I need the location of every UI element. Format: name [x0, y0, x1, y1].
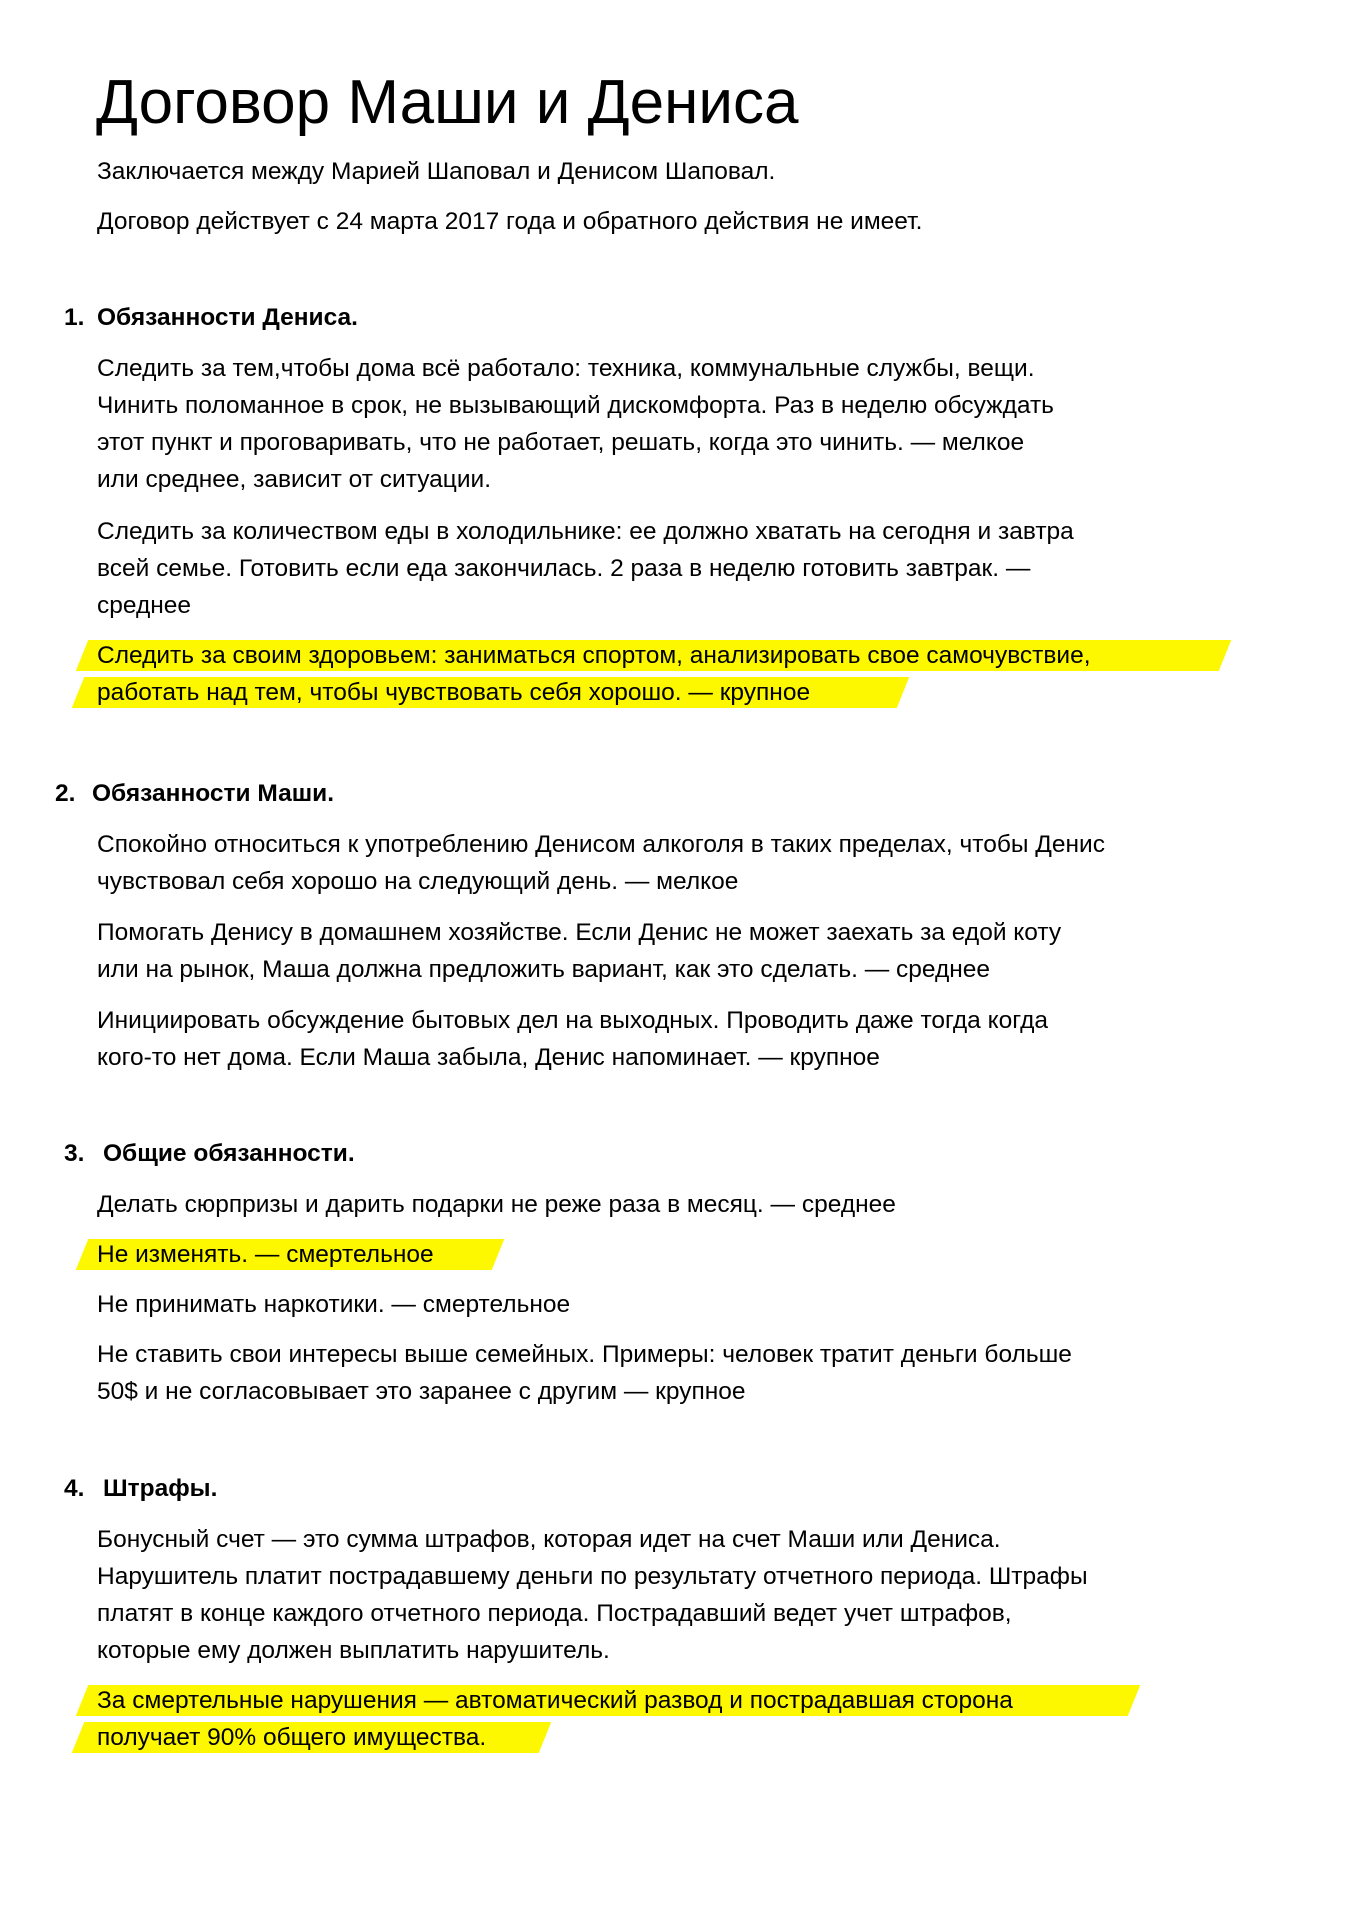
intro-parties: Заключается между Марией Шаповал и Денисом Шаповал.	[97, 158, 776, 185]
section-2-paragraph-3-line: Инициировать обсуждение бытовых дел на выходных. Проводить даже тогда когда	[97, 1007, 1048, 1034]
section-4-number: 4.	[64, 1475, 85, 1502]
section-4-heading: Штрафы.	[103, 1475, 218, 1502]
document-title: Договор Маши и Дениса	[96, 68, 799, 137]
section-4-paragraph-2-line: получает 90% общего имущества.	[97, 1724, 487, 1751]
section-2-paragraph-2-line: Помогать Денису в домашнем хозяйстве. Если Денис не может заехать за едой коту	[97, 919, 1062, 946]
section-1-paragraph-1-line: или среднее, зависит от ситуации.	[97, 466, 492, 493]
section-1-paragraph-3-line: работать над тем, чтобы чувствовать себя хорошо. — крупное	[97, 679, 811, 706]
section-3-paragraph-4-line: 50$ и не согласовывает это заранее с другим — крупное	[97, 1378, 746, 1405]
section-3-paragraph-3-line: Не принимать наркотики. — смертельное	[97, 1291, 571, 1318]
section-4-paragraph-1-line: Бонусный счет — это сумма штрафов, которая идет на счет Маши или Дениса.	[97, 1526, 1001, 1553]
section-1-paragraph-3-line: Следить за своим здоровьем: заниматься спортом, анализировать свое самочувствие,	[97, 642, 1091, 669]
section-1-paragraph-2-line: Следить за количеством еды в холодильнике: ее должно хватать на сегодня и завтра	[97, 518, 1074, 545]
section-1-paragraph-1-line: этот пункт и проговаривать, что не работает, решать, когда это чинить. — мелкое	[97, 429, 1025, 456]
section-4-paragraph-1-line: платят в конце каждого отчетного периода. Пострадавший ведет учет штрафов,	[97, 1600, 1012, 1627]
section-1-paragraph-1-line: Чинить поломанное в срок, не вызывающий дискомфорта. Раз в неделю обсуждать	[97, 392, 1054, 419]
section-4-paragraph-2-line: За смертельные нарушения — автоматический развод и пострадавшая сторона	[97, 1687, 1013, 1714]
section-3-paragraph-4-line: Не ставить свои интересы выше семейных. Примеры: человек тратит деньги больше	[97, 1341, 1072, 1368]
section-1-paragraph-1-line: Следить за тем,чтобы дома всё работало: техника, коммунальные службы, вещи.	[97, 355, 1035, 382]
section-2-heading: Обязанности Маши.	[92, 780, 334, 807]
intro-effective-date: Договор действует с 24 марта 2017 года и обратного действия не имеет.	[97, 208, 923, 235]
section-2-paragraph-1-line: Спокойно относиться к употреблению Денисом алкоголя в таких пределах, чтобы Денис	[97, 831, 1105, 858]
section-3-paragraph-2-line: Не изменять. — смертельное	[97, 1241, 434, 1268]
section-2-paragraph-3-line: кого-то нет дома. Если Маша забыла, Денис напоминает. — крупное	[97, 1044, 880, 1071]
section-1-number: 1.	[64, 304, 85, 331]
section-4-paragraph-1-line: Нарушитель платит пострадавшему деньги по результату отчетного периода. Штрафы	[97, 1563, 1088, 1590]
section-3-heading: Общие обязанности.	[103, 1140, 355, 1167]
section-1-heading: Обязанности Дениса.	[97, 304, 358, 331]
section-2-number: 2.	[55, 780, 76, 807]
section-4-paragraph-1-line: которые ему должен выплатить нарушитель.	[97, 1637, 610, 1664]
section-3-number: 3.	[64, 1140, 85, 1167]
section-2-paragraph-1-line: чувствовал себя хорошо на следующий день. — мелкое	[97, 868, 739, 895]
section-3-paragraph-1-line: Делать сюрпризы и дарить подарки не реже раза в месяц. — среднее	[97, 1191, 896, 1218]
section-2-paragraph-2-line: или на рынок, Маша должна предложить вариант, как это сделать. — среднее	[97, 956, 991, 983]
section-1-paragraph-2-line: среднее	[97, 592, 192, 619]
section-1-paragraph-2-line: всей семье. Готовить если еда закончилась. 2 раза в неделю готовить завтрак. —	[97, 555, 1031, 582]
